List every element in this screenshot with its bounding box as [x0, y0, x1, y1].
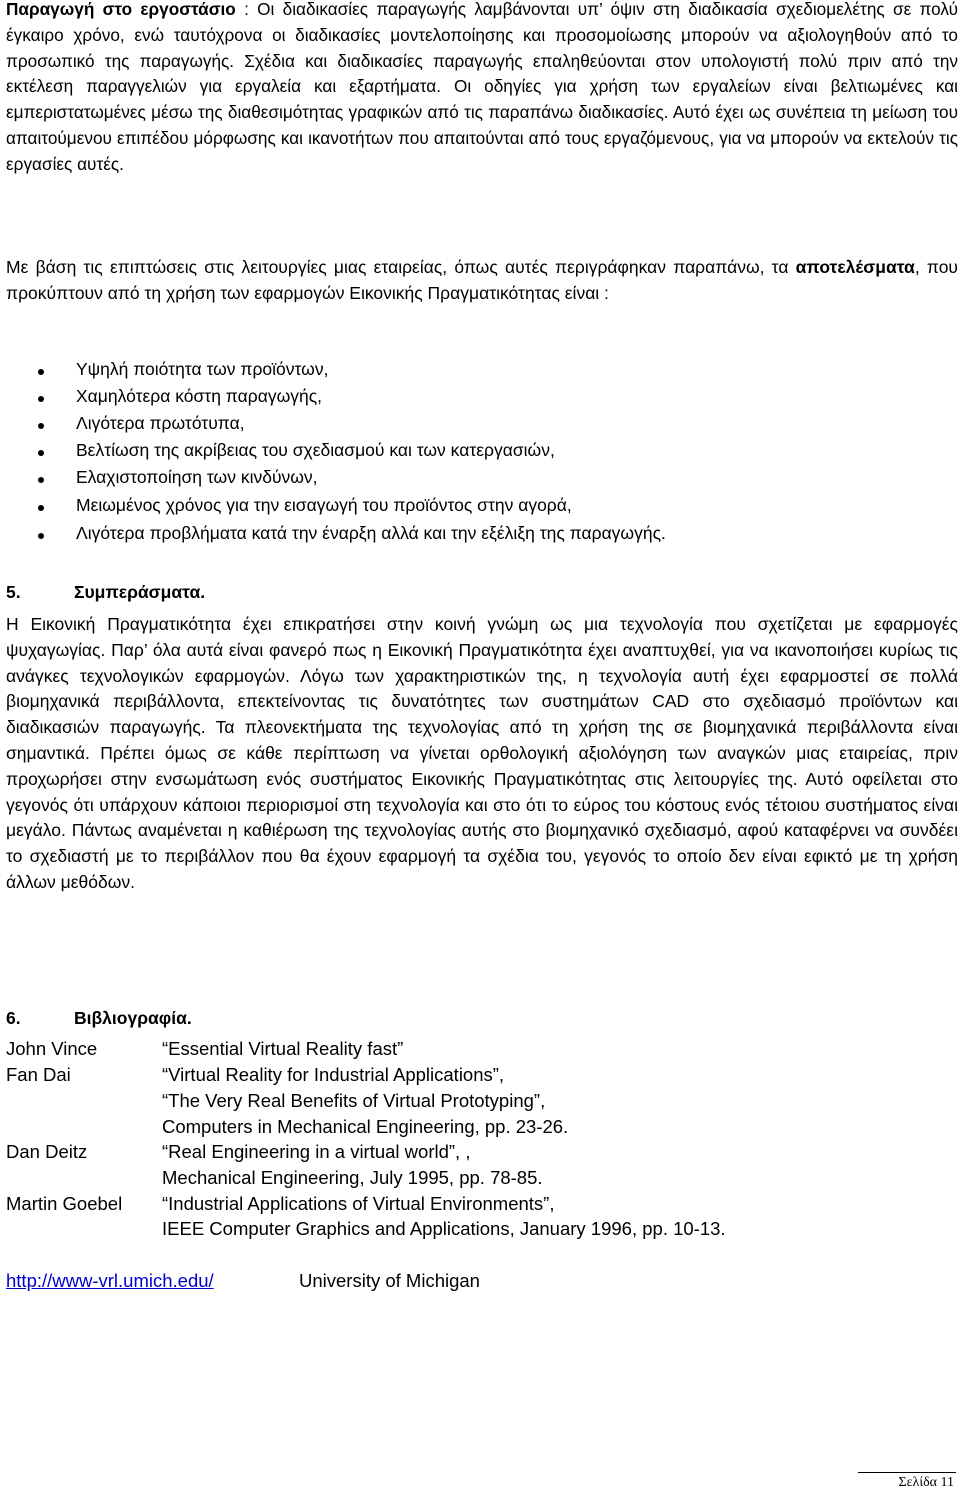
list-item-text: Λιγότερα πρωτότυπα, [76, 413, 245, 433]
reference-text: “Real Engineering in a virtual world”, , [162, 1141, 471, 1162]
bullet-icon [38, 369, 44, 375]
intro-section [6, 0, 958, 178]
list-item [0, 467, 960, 493]
list-item-text: Ελαχιστοποίηση των κινδύνων, [76, 467, 318, 487]
list-item-text: Λιγότερα προβλήματα κατά την έναρξη αλλά και την εξέλιξη της παραγωγής. [76, 523, 666, 543]
reference-text: “Industrial Applications of Virtual Environments”, [162, 1193, 555, 1214]
reference-row [6, 1218, 956, 1244]
bullet-icon [38, 423, 44, 429]
list-item [0, 440, 960, 466]
bullet-icon [38, 533, 44, 539]
reference-row [6, 1064, 956, 1090]
reference-row [6, 1116, 956, 1142]
section-number: 6. [6, 1008, 21, 1028]
results-bold-term: αποτελέσματα [795, 257, 915, 277]
list-item [0, 495, 960, 521]
reference-text: Computers in Mechanical Engineering, pp. 23-26. [162, 1116, 569, 1137]
reference-row [6, 1038, 956, 1064]
intro-heading: Παραγωγή στο εργοστάσιο [6, 0, 236, 19]
intro-paragraph [6, 0, 958, 178]
reference-text: “Virtual Reality for Industrial Applications”, [162, 1064, 505, 1085]
bullet-icon [38, 505, 44, 511]
conclusions-section [6, 612, 958, 896]
reference-text: “The Very Real Benefits of Virtual Prototyping”, [162, 1090, 546, 1111]
reference-author: Dan Deitz [6, 1141, 88, 1162]
list-item [0, 413, 960, 439]
footer-divider [858, 1472, 956, 1473]
list-item-text: Χαμηλότερα κόστη παραγωγής, [76, 386, 323, 406]
results-paragraph [6, 255, 958, 307]
reference-text: Mechanical Engineering, July 1995, pp. 78-85. [162, 1167, 543, 1188]
results-text-after: , που προκύπτουν από τη χρήση των εφαρμογών Εικονικής Πραγματικότητας είναι : [6, 257, 959, 303]
reference-row [6, 1193, 956, 1219]
reference-row [6, 1141, 956, 1167]
link-label: University of Michigan [299, 1270, 480, 1291]
intro-text: : Οι διαδικασίες παραγωγής λαμβάνονται υπ’ όψιν στη διαδικασία σχεδιομελέτης σε πολύ έγκαιρο χρόνο, ενώ ταυτόχρονα οι διαδικασίες μοντελοποίησης και προσομοίωσης μπορούν να αξιολογηθούν από το προσωπικό της παραγωγής. Σχέδια και διαδικασίες παραγωγής επαληθεύονται στον υπολογιστή πολύ πριν από την εκτέλεση παραγγελιών για εργαλεία και εξαρτήματα. Οι οδηγίες για χρήση των εργαλείων είναι βελτιωμένες και εμπεριστατωμένες μέσω της διαθεσιμότητας γραφικών από τις παραπάνω διαδικασίες. Αυτό έχει ως συνέπεια τη μείωση του απαιτούμενου επιπέδου μόρφωσης και ικανοτήτων που απαιτούνται από τους εργαζόμενους, για να μπορούν να εκτελούν τις εργασίες αυτές. [6, 0, 958, 174]
results-section [6, 255, 958, 307]
bullet-icon [38, 450, 44, 456]
bullet-icon [38, 477, 44, 483]
reference-row [6, 1167, 956, 1193]
university-link[interactable]: http://www-vrl.umich.edu/ [6, 1270, 214, 1291]
section-title: Συμπεράσματα. [74, 582, 206, 602]
list-item [0, 359, 960, 385]
conclusions-paragraph: Η Εικονική Πραγματικότητα έχει επικρατήσει στην κοινή γνώμη ως μια τεχνολογία που σχετίζεται με εφαρμογές ψυχαγωγίας. Παρ’ όλα αυτά είναι φανερό πως η Εικονική Πραγματικότητα έχει αναπτυχθεί, για να ικανοποιήσει κυρίως τις ανάγκες τεχνολογικών εφαρμογών. Λόγω των χαρακτηριστικών της, η τεχνολογία αυτή έχει εφαρμοστεί σε πολλά βιομηχανικά περιβάλλοντα, επεκτείνοντας τις δυνατότητες των συστημάτων CAD στο σχεδιασμό προϊόντων και διαδικασιών παραγωγής. Τα πλεονεκτήματα της τεχνολογίας από τη χρήση της σε βιομηχανικά περιβάλλοντα είναι σημαντικά. Πρέπει όμως σε κάθε περίπτωση να γίνεται ορθολογική αξιολόγηση των αναγκών μιας εταιρείας, πριν προχωρήσει στην ενσωμάτωση ενός συστήματος Εικονικής Πραγματικότητας στις λειτουργίες της. Αυτό οφείλεται στο γεγονός ότι υπάρχουν κάποιοι περιορισμοί στη τεχνολογία και στο ότι το εύρος του κόστους ενός τέτοιου συστήματος είναι μεγάλο. Πάντως αναμένεται η καθιέρωση της τεχνολογίας αυτής στο βιομηχανικό σχεδιασμό, αφού καταφέρνει να συνδέει το σχεδιαστή με το περιβάλλον που θα έχουν εφαρμογή τα σχέδια του, γεγονός το οποίο δεν είναι εφικτό με τη χρήση άλλων μεθόδων. [6, 614, 958, 892]
reference-row [6, 1090, 956, 1116]
list-item [0, 386, 960, 412]
section-title: Βιβλιογραφία. [74, 1008, 192, 1028]
link-row [6, 1270, 956, 1296]
results-text-before: Με βάση τις επιπτώσεις στις λειτουργίες μιας εταιρείας, όπως αυτές περιγράφηκαν παραπάνω, τα [6, 257, 796, 277]
reference-text: “Essential Virtual Reality fast” [162, 1038, 404, 1059]
section-number: 5. [6, 582, 21, 602]
list-item-text: Μειωμένος χρόνος για την εισαγωγή του προϊόντος στην αγορά, [76, 495, 572, 515]
reference-text: IEEE Computer Graphics and Applications, January 1996, pp. 10-13. [162, 1218, 726, 1239]
reference-author: Martin Goebel [6, 1193, 123, 1214]
list-item-text: Υψηλή ποιότητα των προϊόντων, [76, 359, 329, 379]
list-item [0, 523, 960, 549]
reference-author: John Vince [6, 1038, 98, 1059]
page-number: Σελίδα 11 [898, 1475, 954, 1490]
reference-author: Fan Dai [6, 1064, 71, 1085]
list-item-text: Βελτίωση της ακρίβειας του σχεδιασμού και των κατεργασιών, [76, 440, 555, 460]
bullet-icon [38, 396, 44, 402]
